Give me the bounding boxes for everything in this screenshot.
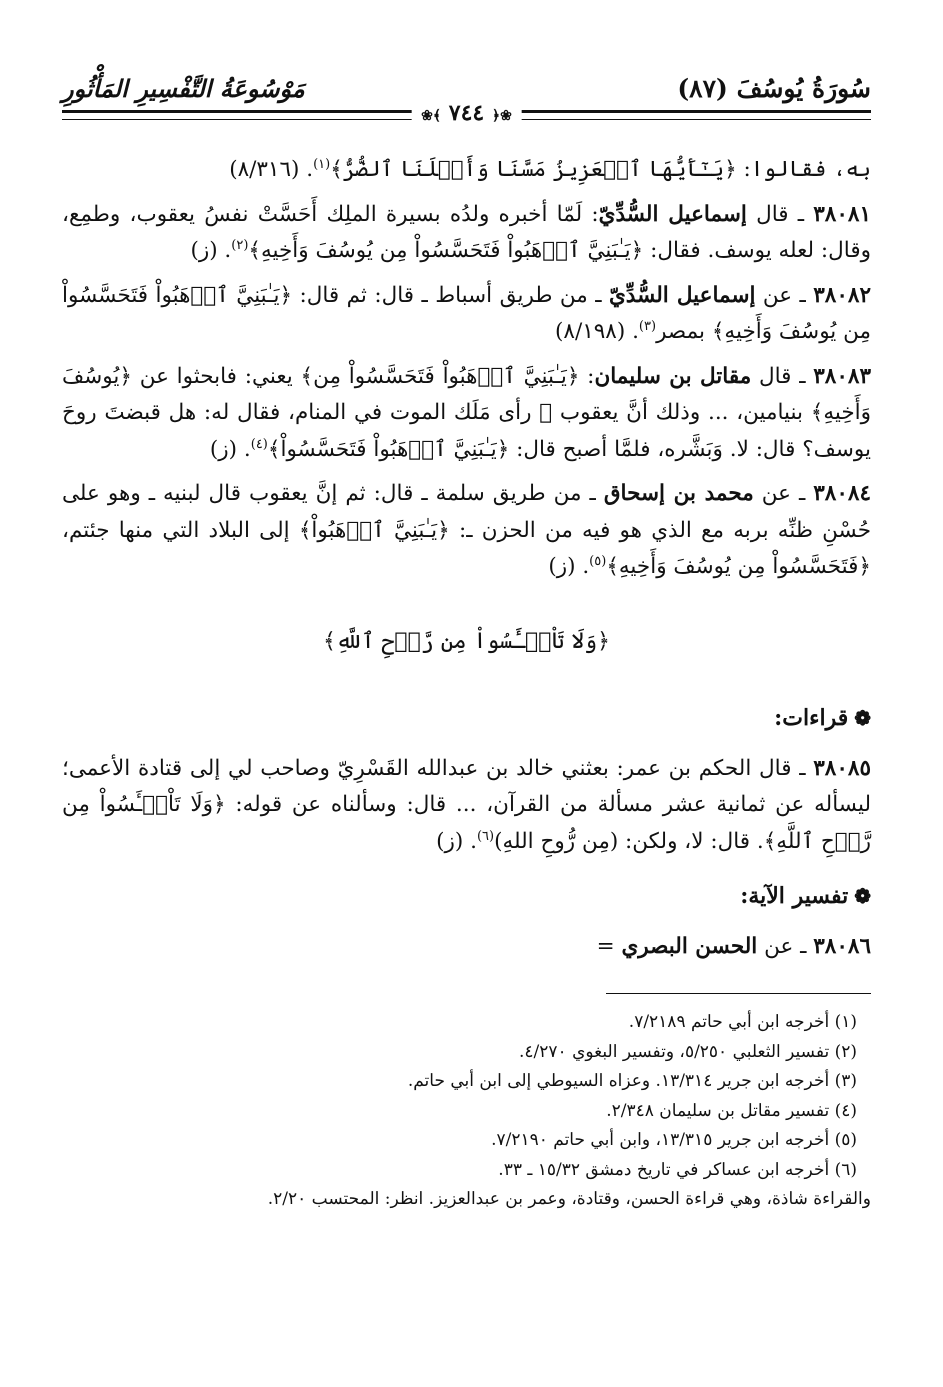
para-text: ـ قال xyxy=(751,755,814,781)
verse-heading: ﴿وَلَا تَاْيۡـَٔسُواْ مِن رَّوۡحِ ٱللَّهِ﴾ xyxy=(322,628,611,654)
para-text: به، فقالوا: xyxy=(736,157,871,182)
source-ref: . (ز) xyxy=(548,554,590,579)
footnote-6-continuation: والقراءة شاذة، وهي قراءة الحسن، وقتادة، وعمر بن عبدالعزيز. انظر: المحتسب ٢/٢٠. xyxy=(267,1189,871,1209)
quran-quote: ﴿يَـٰٓأَيُّهَا ٱلۡعَزِيزُ مَسَّنَا وَأَهۡلَنَا ٱلضُّرُّ﴾ xyxy=(330,157,737,182)
footnote-ref: (٦) xyxy=(476,828,495,844)
quran-quote: ﴿يُوسُفَ وَأَخِيهِ﴾ xyxy=(62,363,871,425)
para-text: : لَمّا أخبره ولدُه بسيرة الملِك أَحَسَّتْ نفسُ يعقوب، وطمِع، وقال: لعله يوسف. فقال: xyxy=(62,201,871,263)
para-text: بمصر xyxy=(656,319,712,344)
footnote-2: (٢) تفسير الثعلبي ٥/٢٥٠، وتفسير البغوي ٤/٢٧٠. xyxy=(519,1041,857,1062)
running-head xyxy=(62,70,871,126)
section-label: قراءات: xyxy=(774,705,849,731)
footnotes xyxy=(62,1008,871,1215)
narration-38086 xyxy=(62,929,871,966)
para-text: . قال: لا، ولكن: (مِن رُّوحِ اللهِ) xyxy=(494,828,764,854)
quran-quote: ﴿يَـٰبَنِيَّ ٱذۡهَبُواْ فَتَحَسَّسُواْ مِن يُوسُفَ وَأَخِيهِ﴾ xyxy=(248,238,644,263)
para-text: ـ قال xyxy=(751,363,814,389)
section-label: تفسير الآية: xyxy=(740,883,849,909)
footnote-1: (١) أخرجه ابن أبي حاتم ٧/٢١٨٩. xyxy=(628,1012,857,1032)
ornament-left-icon: ﴾❀ xyxy=(421,108,442,124)
para-text: ـ من طريق أسباط ـ قال: ثم قال: xyxy=(292,282,609,308)
quran-quote: ﴿يَـٰبَنِيَّ ٱذۡهَبُواْ﴾ xyxy=(298,517,450,543)
narration-38082 xyxy=(62,278,871,351)
narration-38081 xyxy=(62,197,871,270)
para-text: الحكم بن عمر: بعثني خالد بن عبدالله القَسْرِيّ وصاحب لي إلى قتادة الأعمى؛ ليسأله عن ثمانية عشر مسألة من القرآن، ... قال: وسألناه عن قوله: xyxy=(62,755,871,817)
para-text: = xyxy=(596,933,622,959)
quran-quote: ﴿يَـٰبَنِيَّ ٱذۡهَبُواْ فَتَحَسَّسُواْ مِن يُوسُفَ وَأَخِيهِ﴾ xyxy=(62,282,871,344)
source-ref: . (٨/١٩٨) xyxy=(555,319,639,344)
narrator-name: الحسن البصري xyxy=(621,933,758,959)
footnote-ref: (٣) xyxy=(638,318,657,334)
source-ref: . (٨/٣١٦) xyxy=(229,157,314,182)
ornament-right-icon: ❀﴿ xyxy=(491,108,512,124)
main-text xyxy=(62,152,871,965)
para-text: : xyxy=(579,363,595,389)
quran-quote: ﴿وَلَا تَاْيۡـَٔسُواْ مِن رَّوۡحِ ٱللَّهِ﴾ xyxy=(62,792,871,854)
footnote-3: (٣) أخرجه ابن جرير ١٣/٣١٤. وعزاه السيوطي إلى ابن أبي حاتم. xyxy=(407,1071,857,1091)
work-title: مَوْسُوعَةُ التَّفْسِيرِ المَأْثُورِ xyxy=(62,74,305,103)
footnote-rule xyxy=(606,993,871,994)
para-text: ـ عن xyxy=(757,933,814,959)
footnote-6: (٦) أخرجه ابن عساكر في تاريخ دمشق ١٥/٣٢ ـ ٣٣. xyxy=(498,1159,857,1180)
flower-icon: ❁ xyxy=(854,706,871,730)
page-number: ٧٤٤ xyxy=(448,100,485,126)
section-heading-tafsir xyxy=(62,878,871,915)
narration-number: ٣٨٠٨٦ xyxy=(813,933,871,959)
narration-38084 xyxy=(62,476,871,586)
narrator-name: محمد بن إسحاق xyxy=(603,481,754,506)
para-text: ـ من طريق سلمة ـ قال: ثم إنَّ يعقوب قال لبنيه ـ وهو على حُسْنِ ظنِّه بربه مع الذي هو فيه من الحزن ـ: xyxy=(62,481,871,543)
page xyxy=(62,70,871,1387)
quran-quote: ﴿يَـٰبَنِيَّ ٱذۡهَبُواْ فَتَحَسَّسُواْ﴾ xyxy=(267,436,510,462)
para-text: يعني: فابحثوا عن xyxy=(131,363,301,389)
narration-number: ٣٨٠٨٣ xyxy=(813,363,871,389)
narration-number: ٣٨٠٨١ xyxy=(813,201,871,227)
quran-quote: ﴿يَـٰبَنِيَّ ٱذۡهَبُواْ فَتَحَسَّسُواْ مِن﴾ xyxy=(300,363,580,389)
source-ref: . (ز) xyxy=(190,238,232,263)
narration-38083 xyxy=(62,359,871,469)
narrator-name: إسماعيل السُّدِّيّ xyxy=(598,201,747,227)
narrator-name: مقاتل بن سليمان xyxy=(594,363,752,389)
footnote-4: (٤) تفسير مقاتل بن سليمان ٢/٣٤٨. xyxy=(606,1100,857,1121)
paragraph-continuation xyxy=(62,152,871,189)
section-heading-qiraat xyxy=(62,700,871,737)
para-text: ـ عن xyxy=(755,282,814,308)
flower-icon: ❁ xyxy=(854,884,871,908)
footnote-5: (٥) أخرجه ابن جرير ١٣/٣١٥، وابن أبي حاتم ٧/٢١٩٠. xyxy=(491,1130,857,1150)
quran-quote: ﴿فَتَحَسَّسُواْ مِن يُوسُفَ وَأَخِيهِ﴾ xyxy=(606,554,871,579)
footnote-ref: (١) xyxy=(313,156,331,172)
narration-number: ٣٨٠٨٤ xyxy=(813,481,871,506)
para-text: ـ قال xyxy=(746,201,814,227)
para-text: بنيامين، ... وذلك أنَّ يعقوب ﵇ رأى مَلَك الموت في المنام، فقال له: هل قبضتَ روحَ يوسف؟ قال: لا. وَبَشَّره، فلمَّا أصبح قال: xyxy=(62,400,871,462)
footnote-ref: (٥) xyxy=(589,553,607,569)
source-ref: . (ز) xyxy=(436,828,477,854)
narration-number: ٣٨٠٨٥ xyxy=(813,755,871,781)
para-text: ـ عن xyxy=(753,481,814,506)
footnote-ref: (٢) xyxy=(231,237,249,253)
footnote-ref: (٤) xyxy=(250,436,268,452)
source-ref: . (ز) xyxy=(209,436,251,462)
surah-heading: سُورَةُ يُوسُفَ (٨٧) xyxy=(677,74,871,103)
narrator-name: إسماعيل السُّدِّيّ xyxy=(608,282,756,308)
page-number-box xyxy=(411,100,522,126)
narration-38085 xyxy=(62,751,871,861)
para-text: إلى البلاد التي منها جئتم، xyxy=(62,517,299,543)
narration-number: ٣٨٠٨٢ xyxy=(813,282,871,308)
